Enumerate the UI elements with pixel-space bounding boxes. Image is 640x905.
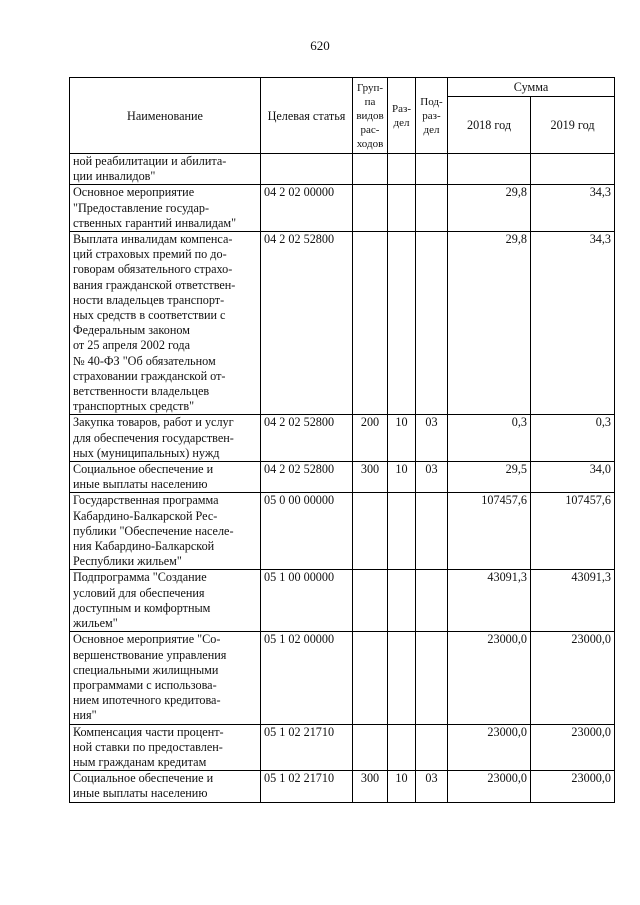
cell-2018: 23000,0 xyxy=(448,771,531,802)
cell-name-line: условий для обеспечения xyxy=(73,585,205,600)
cell-target: 05 1 02 21710 xyxy=(261,771,353,802)
cell-2018: 29,5 xyxy=(448,462,531,493)
cell-name-line: ции инвалидов" xyxy=(73,169,156,184)
cell-name-line: страховании гражданской от- xyxy=(73,368,226,383)
cell-name xyxy=(70,415,261,462)
cell-name-line: программами с использова- xyxy=(73,677,217,692)
cell-target xyxy=(261,154,353,185)
cell-2019: 107457,6 xyxy=(531,493,615,570)
cell-name-line: Подпрограмма "Создание xyxy=(73,570,207,585)
cell-name-line: жильем" xyxy=(73,616,118,631)
cell-name xyxy=(70,462,261,493)
cell-name-line: для обеспечения государствен- xyxy=(73,430,234,445)
cell-name xyxy=(70,724,261,771)
cell-section: 10 xyxy=(388,462,416,493)
cell-2019: 23000,0 xyxy=(531,632,615,724)
cell-subsection: 03 xyxy=(416,771,448,802)
cell-2018: 23000,0 xyxy=(448,724,531,771)
cell-name-line: публики "Обеспечение населе- xyxy=(73,523,234,538)
cell-name xyxy=(70,185,261,232)
table-row xyxy=(70,462,615,493)
cell-name-line: "Предоставление государ- xyxy=(73,200,210,215)
cell-name-line: ной реабилитации и абилита- xyxy=(73,154,227,168)
cell-section xyxy=(388,493,416,570)
cell-name-line: иные выплаты населению xyxy=(73,786,208,801)
table-row xyxy=(70,724,615,771)
cell-name-line: Республики жильем" xyxy=(73,554,182,569)
budget-table xyxy=(69,77,615,803)
cell-group xyxy=(353,232,388,415)
cell-target: 04 2 02 00000 xyxy=(261,185,353,232)
cell-group xyxy=(353,570,388,632)
cell-name xyxy=(70,232,261,415)
cell-name-line: ственных гарантий инвалидам" xyxy=(73,215,237,230)
cell-2019: 34,3 xyxy=(531,185,615,232)
cell-target: 04 2 02 52800 xyxy=(261,462,353,493)
cell-target: 05 0 00 00000 xyxy=(261,493,353,570)
cell-target: 05 1 02 00000 xyxy=(261,632,353,724)
cell-name-line: доступным и комфортным xyxy=(73,600,211,615)
cell-name-line: Кабардино-Балкарской Рес- xyxy=(73,508,218,523)
header-section: Раз- дел xyxy=(388,78,416,154)
cell-target: 04 2 02 52800 xyxy=(261,415,353,462)
cell-subsection xyxy=(416,232,448,415)
table-row xyxy=(70,771,615,802)
cell-subsection xyxy=(416,185,448,232)
cell-group xyxy=(353,632,388,724)
header-name: Наименование xyxy=(70,78,261,154)
header-2019: 2019 год xyxy=(531,97,615,154)
cell-subsection xyxy=(416,154,448,185)
cell-name-line: ности владельцев транспорт- xyxy=(73,292,225,307)
cell-section: 10 xyxy=(388,771,416,802)
cell-name-line: вания гражданской ответствен- xyxy=(73,277,236,292)
cell-name-line: Основное мероприятие "Со- xyxy=(73,632,221,647)
cell-2018: 29,8 xyxy=(448,185,531,232)
cell-name-line: ния Кабардино-Балкарской xyxy=(73,539,215,554)
cell-name-line: ветственности владельцев xyxy=(73,384,210,399)
cell-subsection xyxy=(416,493,448,570)
cell-name-line: Государственная программа xyxy=(73,493,219,508)
header-group: Груп- па видов рас- ходов xyxy=(353,78,388,154)
cell-name xyxy=(70,570,261,632)
cell-group: 300 xyxy=(353,771,388,802)
table-row xyxy=(70,493,615,570)
cell-target: 05 1 00 00000 xyxy=(261,570,353,632)
cell-name-line: говорам обязательного страхо- xyxy=(73,262,233,277)
cell-section xyxy=(388,724,416,771)
cell-group xyxy=(353,185,388,232)
cell-section xyxy=(388,154,416,185)
cell-name-line: ных (муниципальных) нужд xyxy=(73,445,220,460)
cell-target: 04 2 02 52800 xyxy=(261,232,353,415)
cell-subsection xyxy=(416,632,448,724)
cell-name-line: ния" xyxy=(73,708,97,723)
cell-name-line: транспортных средств" xyxy=(73,399,195,414)
cell-name-line: нием ипотечного кредитова- xyxy=(73,693,221,708)
table-row xyxy=(70,570,615,632)
cell-name-line: Социальное обеспечение и xyxy=(73,771,214,786)
cell-name-line: специальными жилищными xyxy=(73,662,219,677)
table-body xyxy=(70,154,615,803)
cell-2019: 23000,0 xyxy=(531,771,615,802)
cell-2019 xyxy=(531,154,615,185)
table-row xyxy=(70,632,615,724)
cell-2018: 43091,3 xyxy=(448,570,531,632)
cell-subsection xyxy=(416,570,448,632)
cell-section: 10 xyxy=(388,415,416,462)
cell-target: 05 1 02 21710 xyxy=(261,724,353,771)
cell-section xyxy=(388,185,416,232)
table-row xyxy=(70,232,615,415)
header-subsection: Под- раз- дел xyxy=(416,78,448,154)
cell-name-line: ций страховых премий по до- xyxy=(73,247,227,262)
cell-2019: 34,0 xyxy=(531,462,615,493)
cell-name-line: № 40-ФЗ "Об обязательном xyxy=(73,353,216,368)
cell-section xyxy=(388,632,416,724)
cell-2019: 23000,0 xyxy=(531,724,615,771)
cell-name-line: ным гражданам кредитам xyxy=(73,754,207,769)
cell-group xyxy=(353,724,388,771)
cell-group xyxy=(353,493,388,570)
table-row xyxy=(70,415,615,462)
cell-name xyxy=(70,632,261,724)
table-row xyxy=(70,185,615,232)
cell-subsection xyxy=(416,724,448,771)
cell-name-line: Выплата инвалидам компенса- xyxy=(73,232,233,247)
cell-2019: 34,3 xyxy=(531,232,615,415)
table-header xyxy=(70,78,615,154)
cell-name-line: Основное мероприятие xyxy=(73,185,195,200)
cell-2018: 0,3 xyxy=(448,415,531,462)
cell-name-line: Социальное обеспечение и xyxy=(73,462,214,477)
cell-name xyxy=(70,154,261,185)
cell-section xyxy=(388,232,416,415)
cell-2019: 0,3 xyxy=(531,415,615,462)
cell-name-line: ных средств в соответствии с xyxy=(73,308,226,323)
cell-2019: 43091,3 xyxy=(531,570,615,632)
cell-subsection: 03 xyxy=(416,462,448,493)
cell-name-line: Закупка товаров, работ и услуг xyxy=(73,415,234,430)
cell-group: 300 xyxy=(353,462,388,493)
cell-name xyxy=(70,493,261,570)
cell-group: 200 xyxy=(353,415,388,462)
cell-2018: 29,8 xyxy=(448,232,531,415)
cell-2018: 23000,0 xyxy=(448,632,531,724)
header-target: Целевая статья xyxy=(261,78,353,154)
header-2018: 2018 год xyxy=(448,97,531,154)
cell-name-line: ной ставки по предоставлен- xyxy=(73,739,223,754)
cell-name-line: Компенсация части процент- xyxy=(73,724,224,739)
cell-subsection: 03 xyxy=(416,415,448,462)
cell-name xyxy=(70,771,261,802)
cell-group xyxy=(353,154,388,185)
cell-name-line: Федеральным законом xyxy=(73,323,190,338)
header-sum: Сумма xyxy=(448,78,615,97)
page-number: 620 xyxy=(310,38,330,53)
cell-section xyxy=(388,570,416,632)
cell-2018: 107457,6 xyxy=(448,493,531,570)
cell-name-line: от 25 апреля 2002 года xyxy=(73,338,191,353)
cell-name-line: вершенствование управления xyxy=(73,647,227,662)
cell-name-line: иные выплаты населению xyxy=(73,477,208,492)
table-row xyxy=(70,154,615,185)
cell-2018 xyxy=(448,154,531,185)
